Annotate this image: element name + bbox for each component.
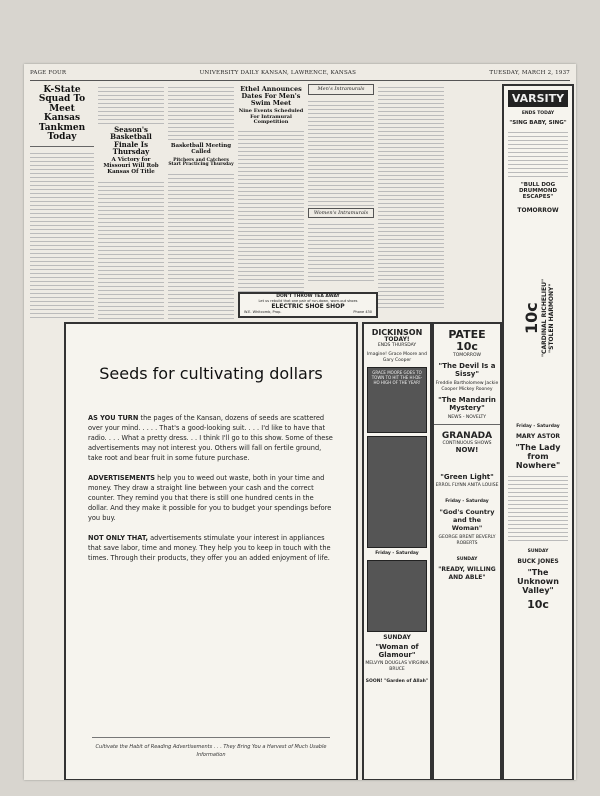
varsity-friday: Friday - Saturday [516, 424, 560, 429]
swim-subhead: Nine Events Scheduled For Intramural Competition [238, 108, 304, 125]
patee-date: TOMORROW [453, 353, 481, 358]
column-kstate [30, 84, 94, 320]
seeds-paragraph-2: ADVERTISEMENTS help you to weed out waste, both in your time and money. They draw a straight line between your cash and the correct counter. They remind you that there is still one hundred cents in the dollar. And they make it possible for you to budget your spendings before you buy. [88, 474, 332, 522]
seeds-title: Seeds for cultivating dollars [99, 364, 323, 383]
meeting-headline: Basketball Meeting Called [170, 143, 232, 155]
dickinson-stars: MELVYN DOUGLAS VIRGINIA BRUCE [365, 661, 429, 672]
issue-date: TUESDAY, MARCH 2, 1937 [489, 70, 570, 76]
granada-shows: CONTINUOUS SHOWS [442, 441, 492, 446]
dickinson-name: DICKINSON [371, 328, 423, 337]
varsity-name: VARSITY [508, 90, 568, 107]
patee-name: PATEE [448, 328, 486, 341]
dickinson-sunday: SUNDAY [383, 634, 411, 641]
varsity-sunday: SUNDAY [527, 549, 549, 554]
seeds-footer: Cultivate the Habit of Reading Advertisements . . . They Bring You a Harvest of Much Usable Information [92, 737, 330, 759]
varsity-price: 10c [521, 302, 541, 334]
seeds-paragraph-3: NOT ONLY THAT, advertisements stimulate your interest in appliances that save labor, time and money. They help you to keep in touch with the times. Through their products, they offer you an added enjoyment of life. [88, 534, 331, 562]
shoe-ad-middle: Let us rebuild that one pair of run-down, worn-out shoes [258, 299, 358, 303]
dickinson-woman: "Woman of Glamour" [375, 643, 419, 659]
masthead [30, 70, 570, 81]
dickinson-today: TODAY! [384, 336, 410, 343]
womens-intramurals-head: Women's Intramurals [308, 208, 374, 219]
doctors-diary-image [367, 560, 427, 632]
varsity-cardinal: "CARDINAL RICHELIEU" [540, 278, 548, 358]
shoe-ad-address: W.E. Whitcomb, Prop. [244, 310, 282, 314]
dickinson-stars-image [367, 436, 427, 548]
dickinson-banner-image: GRACE MOORE GOES TO TOWN TO HIT THE HI-DE-HO HIGH OF THE YEAR! [367, 367, 427, 433]
varsity-bulldog: "BULL DOG DRUMMOND ESCAPES" [518, 182, 558, 200]
swim-headline: Ethel Announces Dates For Men's Swim Meet [240, 85, 302, 107]
shoe-ad-top: DON'T THROW TEA AWAY [276, 294, 340, 299]
varsity-ad [502, 84, 574, 780]
patee-stars: Freddie Bartholomew Jackie Cooper Mickey Rooney [435, 381, 499, 392]
patee-price: 10c [456, 340, 478, 353]
granada-sunday: SUNDAY [456, 557, 478, 562]
granada-title-3: "READY, WILLING AND ABLE" [438, 566, 496, 581]
patee-title-2: "The Mandarin Mystery" [438, 396, 496, 412]
varsity-astor: MARY ASTOR [515, 433, 561, 440]
varsity-lady: "The Lady from Nowhere" [515, 443, 561, 470]
column-intramurals [308, 84, 374, 294]
dickinson-ends: ENDS THURSDAY [377, 343, 417, 348]
basketball-subhead: A Victory for Missouri Will Rob Kansas Of Title [103, 157, 159, 175]
varsity-buck: BUCK JONES [517, 558, 559, 565]
column-swim [238, 84, 304, 320]
shoe-ad-name: ELECTRIC SHOE SHOP [271, 303, 345, 310]
patee-title: "The Devil Is a Sissy" [438, 362, 496, 378]
granada-now: NOW! [455, 446, 479, 454]
varsity-valley: "The Unknown Valley" [517, 568, 559, 595]
meeting-subhead: Pitchers and Catchers Start Practicing Thursday [168, 157, 234, 168]
granada-stars-2: GEORGE BRENT BEVERLY ROBERTS [438, 535, 496, 546]
seeds-ad [64, 322, 358, 780]
dickinson-soon: SOON! "Garden of Allah" [365, 679, 429, 684]
seeds-paragraph-1: AS YOU TURN the pages of the Kansan, dozens of seeds are scattered over your mind. . . . . That's a good-looking suit. . . . I'd like to have that radio. . . . What a pretty dress. . . I think I'll go to this show. Some of these advertisements may not interest you. Others will fall on fertile ground, take root and bear fruit in some future purchase. [88, 414, 333, 462]
granada-name: GRANADA [441, 431, 493, 441]
varsity-sing: "SING BABY, SING" [509, 120, 567, 126]
varsity-today: ENDS TODAY [521, 111, 555, 116]
varsity-price-2: 10c [527, 598, 549, 611]
paper-title: UNIVERSITY DAILY KANSAN, LAWRENCE, KANSAS [199, 70, 357, 76]
page-number: PAGE FOUR [30, 70, 67, 76]
column-basketball [98, 84, 164, 320]
basketball-headline: Season's Basketball Finale Is Thursday [110, 125, 152, 157]
column-calendar [168, 84, 234, 320]
column-scores [378, 84, 444, 314]
article-body [30, 150, 94, 320]
dickinson-ad [362, 322, 432, 780]
granada-title: "Green Light" [440, 473, 494, 481]
mens-intramurals-head: Men's Intramurals [308, 84, 374, 95]
varsity-tomorrow: TOMORROW [517, 207, 559, 214]
kstate-headline: K-State Squad To Meet Kansas Tankmen Today [38, 85, 86, 143]
shoe-shop-ad [238, 292, 378, 318]
granada-title-2: "God's Country and the Woman" [439, 508, 495, 532]
newspaper-page [24, 64, 576, 780]
shoe-ad-phone: Phone 430 [353, 310, 372, 314]
granada-friday: Friday - Saturday [445, 499, 489, 504]
dickinson-friday: Friday - Saturday [375, 551, 419, 556]
dickinson-tagline: Imagine! Grace Moore and Gary Cooper [366, 352, 427, 363]
patee-news: NEWS - NOVELTY [447, 415, 487, 420]
varsity-stolen: "STOLEN HARMONY" [547, 283, 555, 353]
patee-granada-ad [432, 322, 502, 780]
granada-stars: ERROL FLYNN ANITA LOUISE [435, 483, 499, 488]
